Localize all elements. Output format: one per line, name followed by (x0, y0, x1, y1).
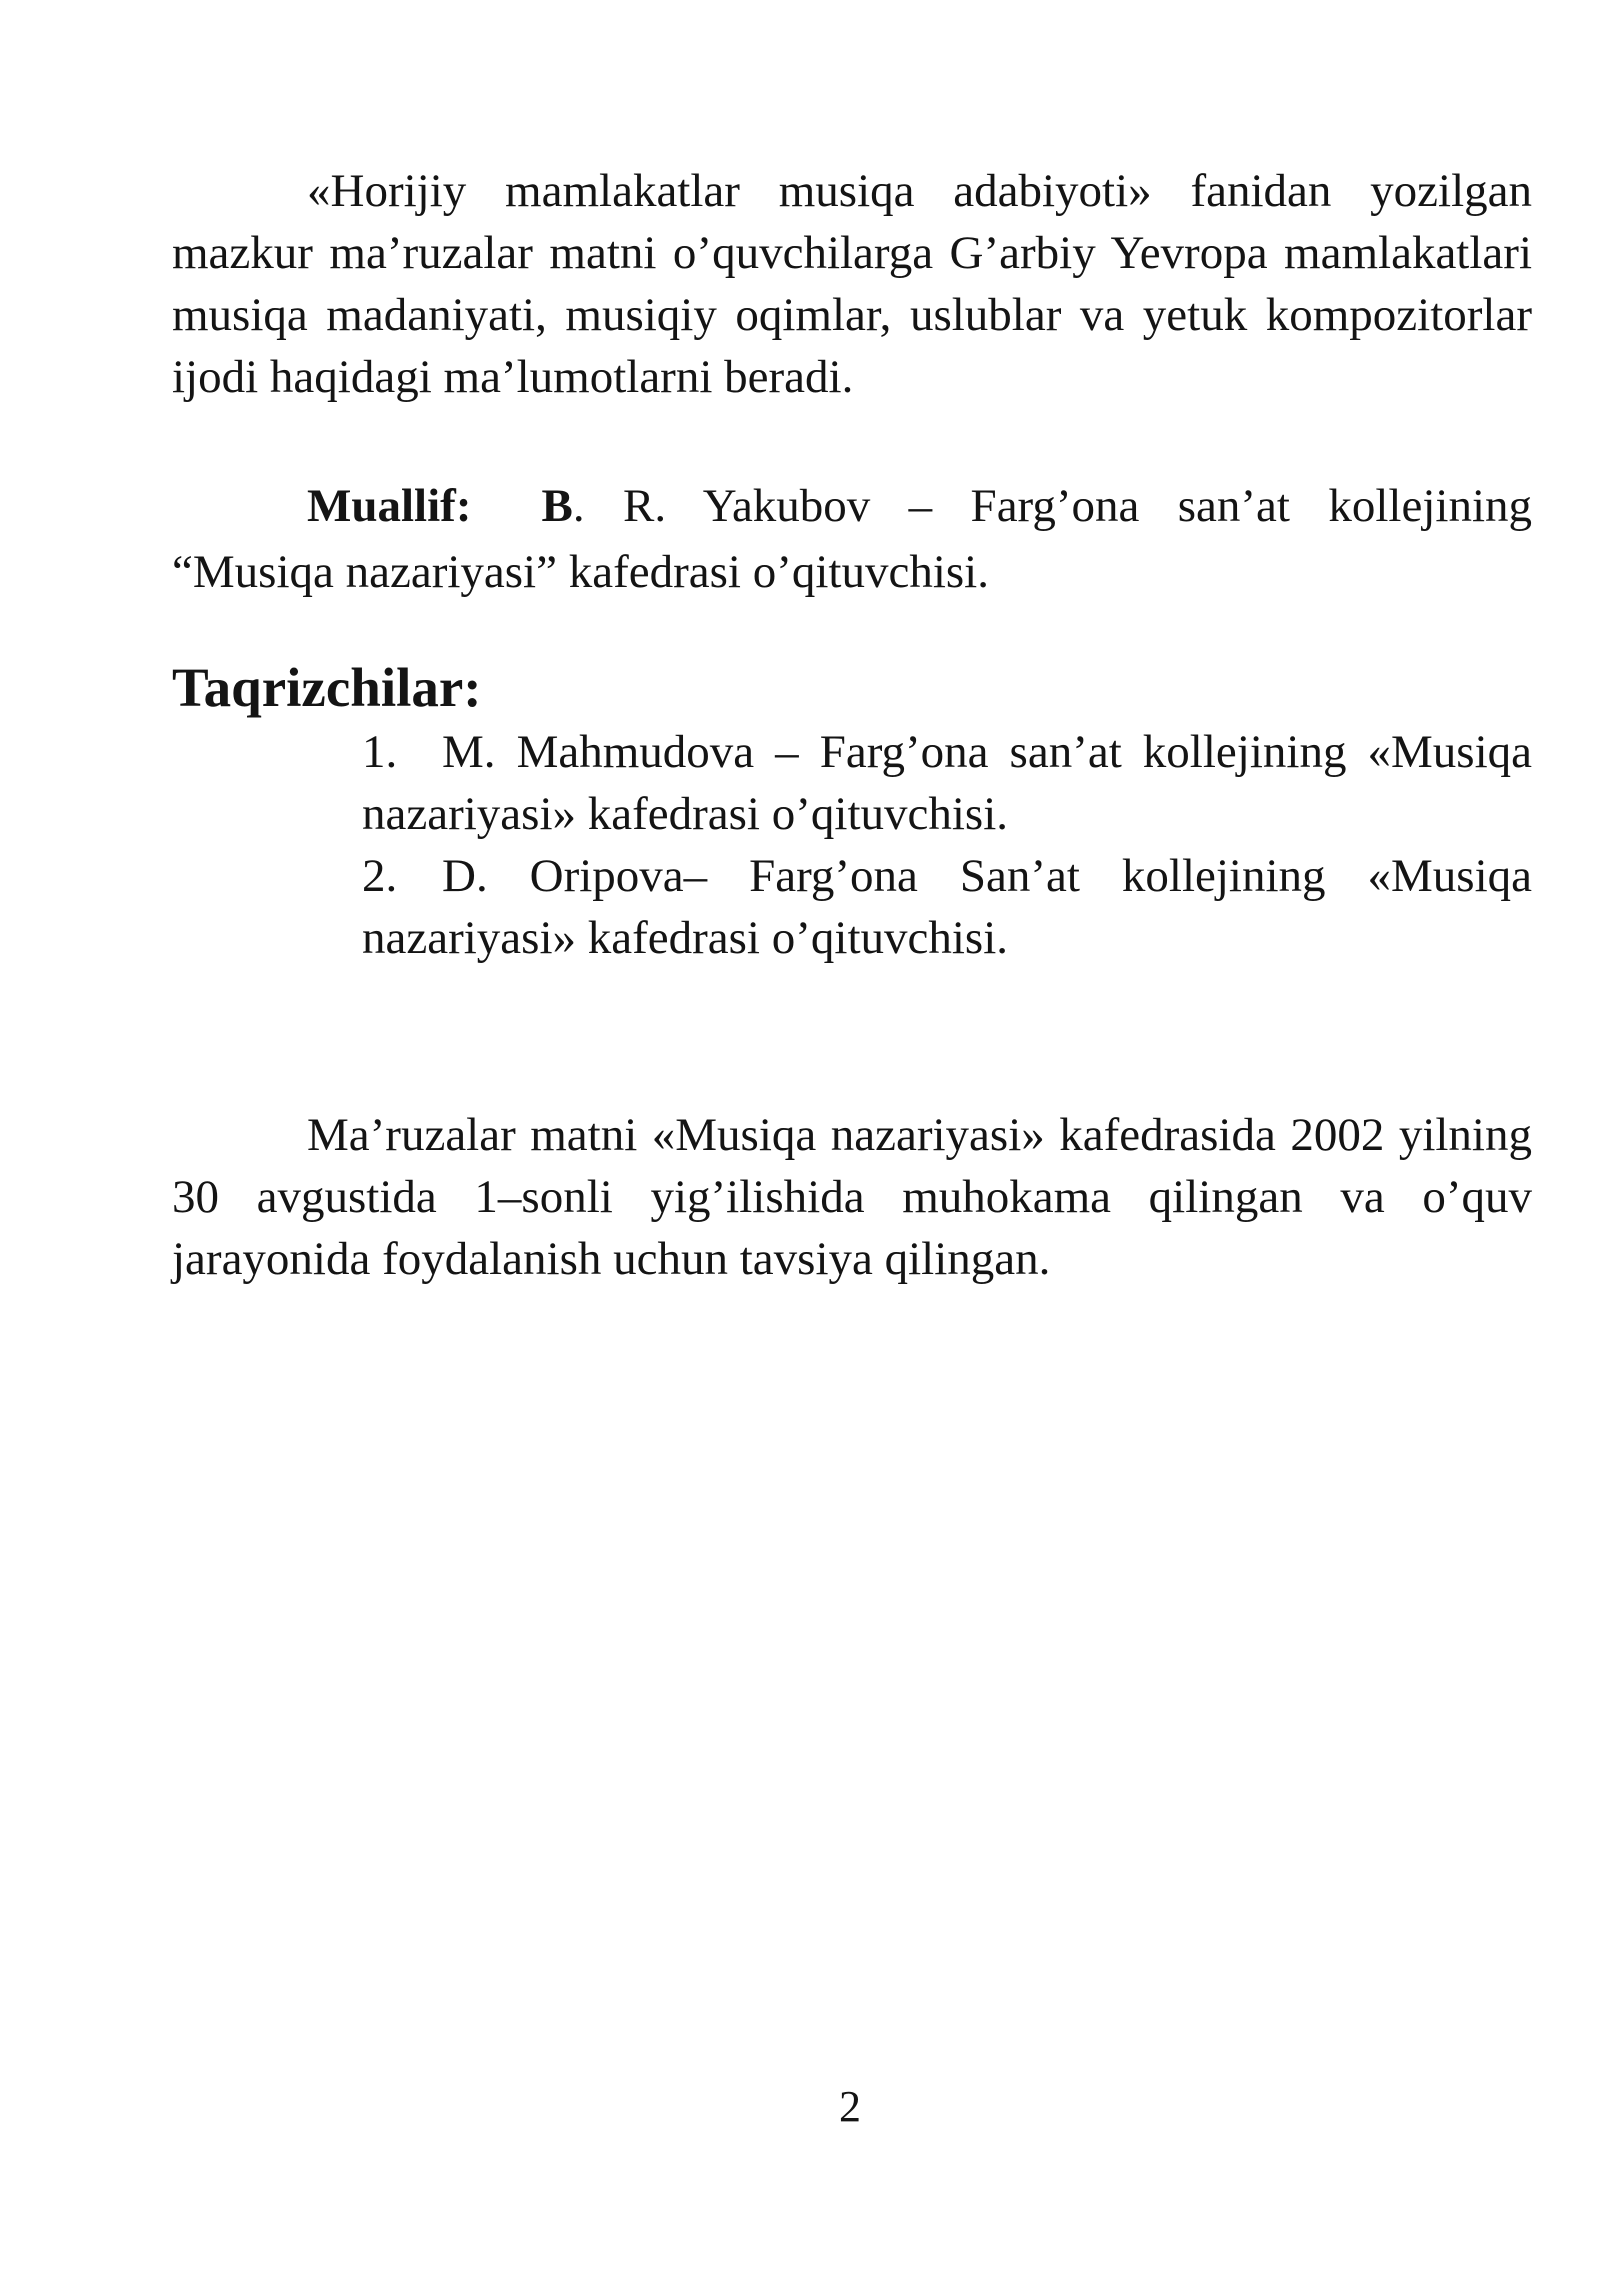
reviewer-item (362, 721, 1532, 845)
reviewer-number: 2. (362, 850, 398, 902)
document-page (172, 160, 1532, 1290)
author-label: Muallif: (307, 480, 472, 532)
intro-paragraph: «Horijiy mamlakatlar musiqa adabiyoti» fanidan yozilgan mazkur ma’ruzalar matni o’quvchilarga G’arbiy Yevropa mamlakatlari musiqa madaniyati, musiqiy oqimlar, uslublar va yetuk kompozitorlar ijodi haqidagi ma’lumotlarni beradi. (172, 165, 1532, 403)
reviewer-text: M. Mahmudova – Farg’ona san’at kollejining «Musiqa nazariyasi» kafedrasi o’qituvchisi. (362, 726, 1532, 840)
author-initial: B (541, 480, 573, 532)
page-number: 2 (839, 2082, 861, 2131)
reviewer-number: 1. (362, 726, 398, 778)
approval-paragraph: Ma’ruzalar matni «Musiqa nazariyasi» kafedrasida 2002 yilning 30 avgustida 1–sonli yig’ilishida muhokama qilingan va o’quv jarayonida foydalanish uchun tavsiya qilingan. (172, 1109, 1532, 1285)
author-text: . R. Yakubov – Farg’ona san’at kollejining “Musiqa nazariyasi” kafedrasi o’qituvchisi. (172, 480, 1532, 598)
reviewer-item (362, 845, 1532, 969)
reviewer-text: D. Oripova– Farg’ona San’at kollejining «Musiqa nazariyasi» kafedrasi o’qituvchisi. (362, 850, 1532, 964)
reviewers-heading: Taqrizchilar: (172, 657, 482, 718)
author-paragraph (172, 473, 1532, 605)
reviewers-list (362, 721, 1532, 969)
